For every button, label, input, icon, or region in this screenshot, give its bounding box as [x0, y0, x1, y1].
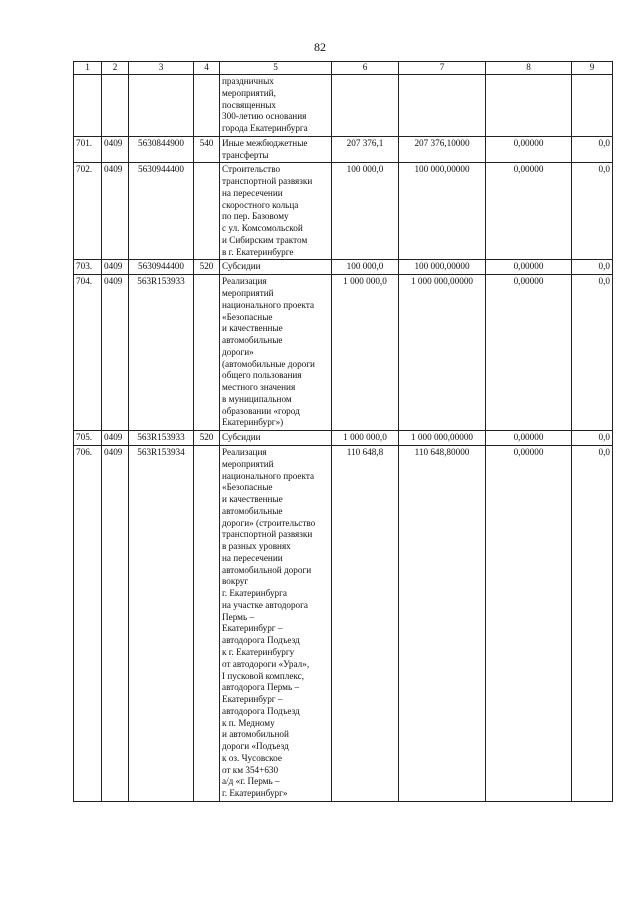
section-code: 0409 — [102, 431, 129, 446]
description-line: мероприятий, — [222, 87, 276, 98]
description-line: «Безопасные — [222, 482, 273, 493]
column-header: 6 — [332, 62, 399, 75]
table-header-row — [74, 62, 613, 75]
target-article-code: 563R153934 — [129, 445, 194, 801]
row-number: 701. — [74, 136, 102, 163]
amount-cell: 0,00000 — [486, 260, 572, 275]
description-line: города Екатеринбурга — [222, 123, 308, 134]
row-number: 703. — [74, 260, 102, 275]
row-description — [220, 275, 332, 431]
row-description — [220, 75, 332, 137]
description-line: Субсидии — [222, 261, 261, 272]
section-code: 0409 — [102, 445, 129, 801]
column-header: 5 — [220, 62, 332, 75]
row-description — [220, 445, 332, 801]
amount-cell: 1 000 000,00000 — [399, 431, 486, 446]
description-line: г. Екатеринбурга — [222, 588, 287, 599]
description-line: и Сибирским трактом — [222, 234, 308, 245]
section-code — [102, 75, 129, 137]
amount-cell: 1 000 000,0 — [332, 275, 399, 431]
amount-cell: 0,0 — [572, 163, 613, 260]
description-line: посвященных — [222, 99, 277, 110]
target-article-code: 5630944400 — [129, 260, 194, 275]
description-line: на пересечении — [222, 187, 283, 198]
section-code: 0409 — [102, 260, 129, 275]
section-code: 0409 — [102, 163, 129, 260]
description-line: дороги» — [222, 346, 254, 357]
amount-cell: 0,0 — [572, 275, 613, 431]
amount-cell: 1 000 000,00000 — [399, 275, 486, 431]
expense-type-code: 520 — [194, 260, 220, 275]
description-line: автодорога Пермь – — [222, 682, 300, 693]
table-row — [74, 136, 613, 163]
expense-type-code — [194, 445, 220, 801]
description-line: дороги «Подъезд — [222, 741, 289, 752]
description-line: транспортной развязки — [222, 176, 313, 187]
description-line: и качественные — [222, 494, 283, 505]
description-line: в г. Екатеринбурге — [222, 246, 294, 257]
amount-cell: 0,00000 — [486, 431, 572, 446]
expense-type-code: 540 — [194, 136, 220, 163]
description-line: автодорога Подъезд — [222, 705, 300, 716]
amount-cell: 0,00000 — [486, 163, 572, 260]
description-line: к г. Екатеринбургу — [222, 646, 295, 657]
column-header: 8 — [486, 62, 572, 75]
amount-cell — [332, 75, 399, 137]
amount-cell: 0,00000 — [486, 136, 572, 163]
amount-cell: 100 000,00000 — [399, 260, 486, 275]
expense-type-code — [194, 163, 220, 260]
description-line: автодорога Подъезд — [222, 635, 300, 646]
description-line: автомобильной дороги — [222, 564, 312, 575]
expense-type-code: 520 — [194, 431, 220, 446]
target-article-code: 5630844900 — [129, 136, 194, 163]
row-description — [220, 431, 332, 446]
table-row — [74, 431, 613, 446]
table-row — [74, 163, 613, 260]
amount-cell: 100 000,00000 — [399, 163, 486, 260]
amount-cell: 100 000,0 — [332, 163, 399, 260]
description-line: Иные межбюджетные — [222, 137, 308, 148]
description-line: «Безопасные — [222, 311, 273, 322]
description-line: местного значения — [222, 382, 296, 393]
description-line: Субсидии — [222, 432, 261, 443]
amount-cell: 0,0 — [572, 136, 613, 163]
description-line: г. Екатеринбург» — [222, 788, 288, 799]
description-line: от км 354+630 — [222, 764, 279, 775]
section-code: 0409 — [102, 136, 129, 163]
row-number: 705. — [74, 431, 102, 446]
description-line: с ул. Комсомольской — [222, 223, 303, 234]
target-article-code: 563R153933 — [129, 275, 194, 431]
expense-type-code — [194, 75, 220, 137]
description-line: Строительство — [222, 164, 281, 175]
column-header: 1 — [74, 62, 102, 75]
description-line: по пер. Базовому — [222, 211, 289, 222]
amount-cell: 0,0 — [572, 445, 613, 801]
amount-cell: 110 648,80000 — [399, 445, 486, 801]
amount-cell: 0,0 — [572, 431, 613, 446]
amount-cell: 110 648,8 — [332, 445, 399, 801]
description-line: национального проекта — [222, 470, 315, 481]
column-header: 9 — [572, 62, 613, 75]
row-number: 702. — [74, 163, 102, 260]
row-description — [220, 260, 332, 275]
amount-cell: 0,00000 — [486, 445, 572, 801]
table-row — [74, 445, 613, 801]
description-line: мероприятий — [222, 288, 274, 299]
section-code: 0409 — [102, 275, 129, 431]
description-line: от автодороги «Урал», — [222, 658, 310, 669]
column-header: 7 — [399, 62, 486, 75]
description-line: и автомобильной — [222, 729, 289, 740]
description-line: скоростного кольца — [222, 199, 299, 210]
row-description — [220, 163, 332, 260]
description-line: к п. Медному — [222, 717, 275, 728]
description-line: автомобильные — [222, 335, 283, 346]
target-article-code: 563R153933 — [129, 431, 194, 446]
table-row — [74, 75, 613, 137]
description-line: Пермь – — [222, 611, 255, 622]
row-number: 704. — [74, 275, 102, 431]
budget-table — [73, 61, 613, 802]
amount-cell — [399, 75, 486, 137]
description-line: I пусковой комплекс, — [222, 670, 305, 681]
expense-type-code — [194, 275, 220, 431]
amount-cell — [486, 75, 572, 137]
description-line: общего пользования — [222, 370, 302, 381]
page-number: 82 — [314, 40, 326, 54]
description-line: транспортной развязки — [222, 529, 313, 540]
column-header: 2 — [102, 62, 129, 75]
description-line: 300-летию основания — [222, 111, 307, 122]
row-number: 706. — [74, 445, 102, 801]
description-line: и качественные — [222, 323, 283, 334]
amount-cell: 1 000 000,0 — [332, 431, 399, 446]
description-line: в разных уровнях — [222, 541, 291, 552]
target-article-code: 5630944400 — [129, 163, 194, 260]
description-line: к оз. Чусовское — [222, 752, 282, 763]
row-number — [74, 75, 102, 137]
amount-cell: 0,0 — [572, 260, 613, 275]
description-line: Реализация — [222, 446, 267, 457]
description-line: на пересечении — [222, 552, 283, 563]
description-line: вокруг — [222, 576, 249, 587]
description-line: праздничных — [222, 76, 274, 86]
description-line: (автомобильные дороги — [222, 358, 315, 369]
column-header: 4 — [194, 62, 220, 75]
description-line: а/д «г. Пермь – — [222, 776, 280, 787]
description-line: трансферты — [222, 149, 269, 160]
table-body — [74, 75, 613, 802]
description-line: Екатеринбург – — [222, 694, 283, 705]
amount-cell: 100 000,0 — [332, 260, 399, 275]
amount-cell: 207 376,10000 — [399, 136, 486, 163]
row-description — [220, 136, 332, 163]
description-line: автомобильные — [222, 505, 283, 516]
table-row — [74, 260, 613, 275]
amount-cell — [572, 75, 613, 137]
description-line: Реализация — [222, 276, 267, 287]
amount-cell: 207 376,1 — [332, 136, 399, 163]
description-line: мероприятий — [222, 458, 274, 469]
description-line: Екатеринбург») — [222, 417, 284, 428]
description-line: образовании «город — [222, 405, 300, 416]
column-header: 3 — [129, 62, 194, 75]
description-line: Екатеринбург – — [222, 623, 283, 634]
description-line: на участке автодорога — [222, 599, 308, 610]
description-line: национального проекта — [222, 299, 315, 310]
target-article-code — [129, 75, 194, 137]
amount-cell: 0,00000 — [486, 275, 572, 431]
description-line: в муниципальном — [222, 393, 292, 404]
description-line: дороги» (строительство — [222, 517, 316, 528]
table-row — [74, 275, 613, 431]
